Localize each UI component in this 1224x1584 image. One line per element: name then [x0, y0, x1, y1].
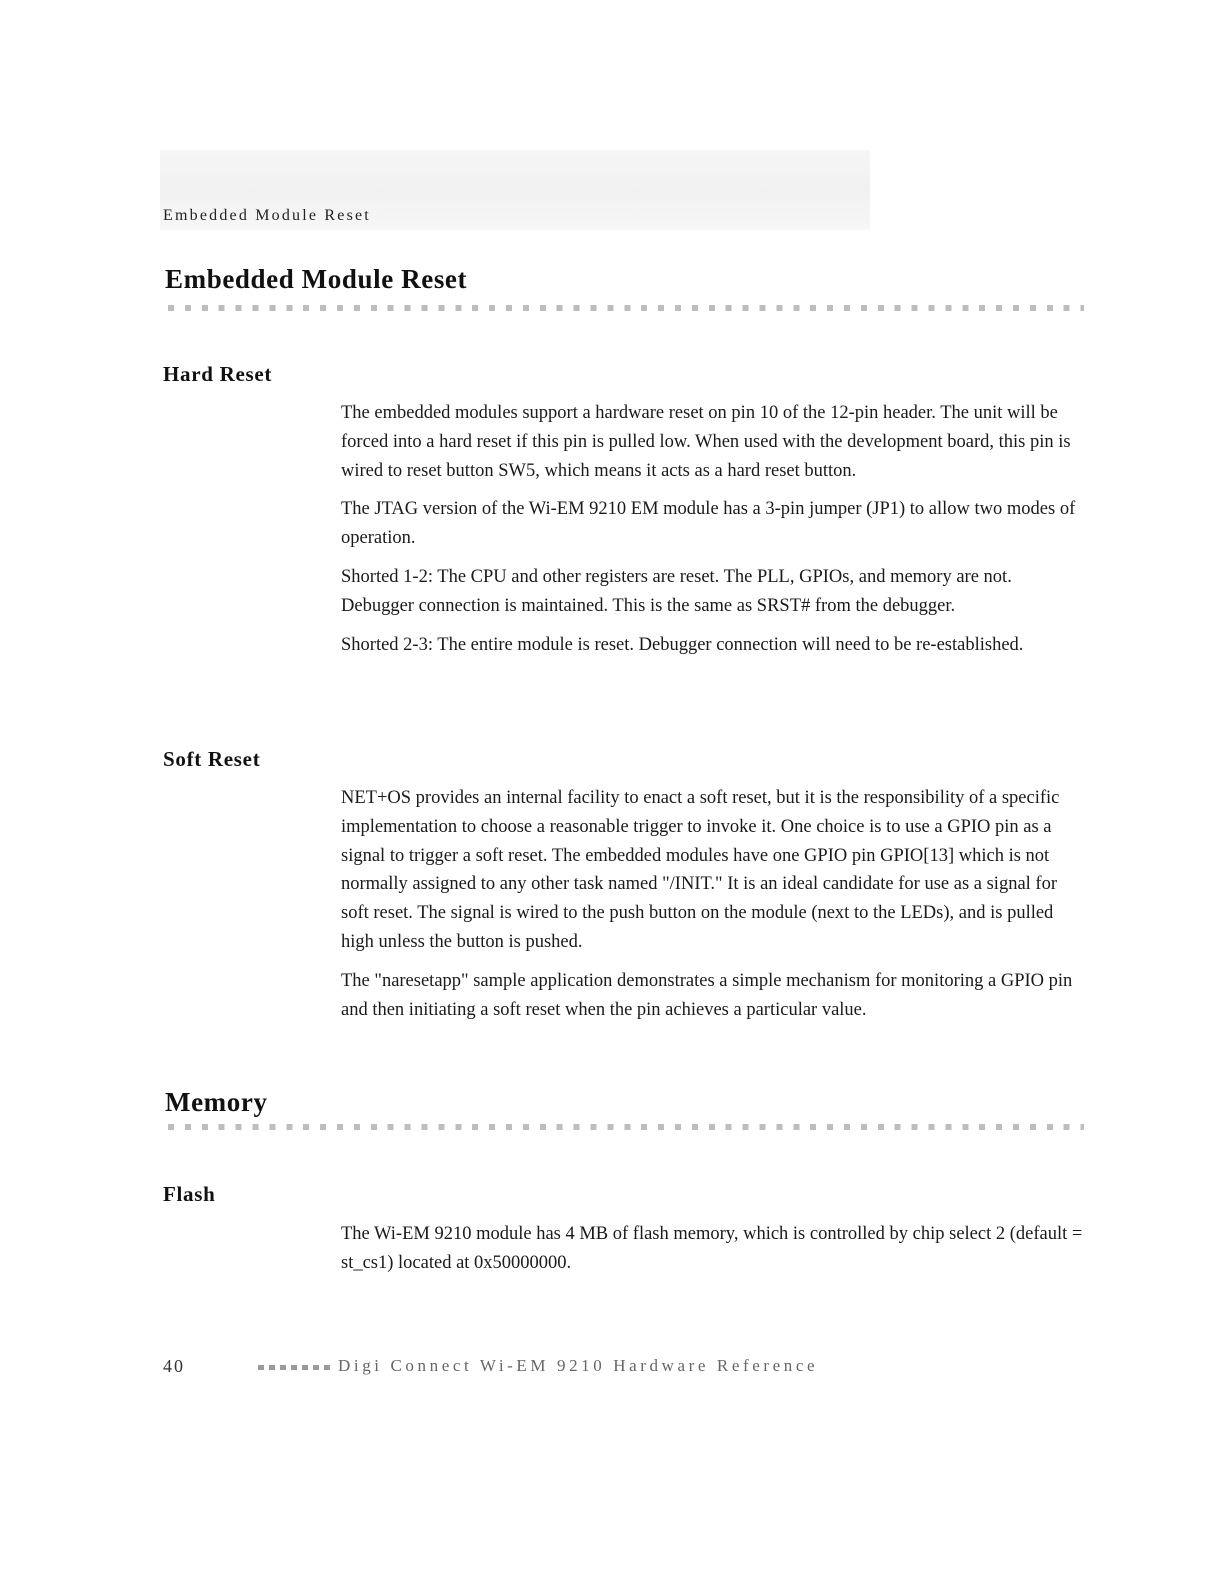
footer-document-title: Digi Connect Wi-EM 9210 Hardware Reference	[338, 1356, 819, 1375]
hard-reset-body	[341, 399, 1086, 669]
paragraph: The "naresetapp" sample application demonstrates a simple mechanism for monitoring a GPIO pin and then initiating a soft reset when the pin achieves a particular value.	[341, 970, 1073, 1020]
page-footer	[163, 1356, 863, 1380]
paragraph: NET+OS provides an internal facility to enact a soft reset, but it is the responsibility of a specific implementation to choose a reasonable trigger to invoke it. One choice is to use a GPIO pin as a signal to trigger a soft reset. The embedded modules have one GPIO pin GPIO[13] which is not normally assigned to any other task named "/INIT." It is an ideal candidate for use as a signal for soft reset. The signal is wired to the push button on the module (next to the LEDs), and is pulled high unless the button is pushed.	[341, 788, 1060, 952]
paragraph: The embedded modules support a hardware reset on pin 10 of the 12-pin header. The unit will be forced into a hard reset if this pin is pulled low. When used with the development board, this pin is wired to reset button SW5, which means it acts as a hard reset button.	[341, 403, 1071, 481]
section-title-embedded-module-reset: Embedded Module Reset	[165, 264, 468, 294]
soft-reset-body	[341, 784, 1086, 1034]
paragraph: The Wi-EM 9210 module has 4 MB of flash memory, which is controlled by chip select 2 (default = st_cs1) located at 0x50000000.	[341, 1224, 1083, 1273]
paragraph: Shorted 1-2: The CPU and other registers are reset. The PLL, GPIOs, and memory are not. Debugger connection is maintained. This is the same as SRST# from the debugger.	[341, 566, 1012, 616]
section-divider	[168, 1124, 1084, 1130]
section-divider	[168, 305, 1084, 311]
flash-body	[341, 1220, 1086, 1288]
page-number: 40	[163, 1356, 185, 1376]
subsection-heading-hard-reset: Hard Reset	[163, 362, 273, 386]
running-header: Embedded Module Reset	[163, 207, 371, 224]
paragraph: Shorted 2-3: The entire module is reset. Debugger connection will need to be re-established.	[341, 634, 1024, 655]
subsection-heading-soft-reset: Soft Reset	[163, 747, 261, 771]
paragraph: The JTAG version of the Wi-EM 9210 EM module has a 3-pin jumper (JP1) to allow two modes of operation.	[341, 499, 1076, 549]
subsection-heading-flash: Flash	[163, 1182, 216, 1206]
footer-dots-decoration	[258, 1365, 334, 1370]
section-title-memory: Memory	[165, 1087, 268, 1117]
